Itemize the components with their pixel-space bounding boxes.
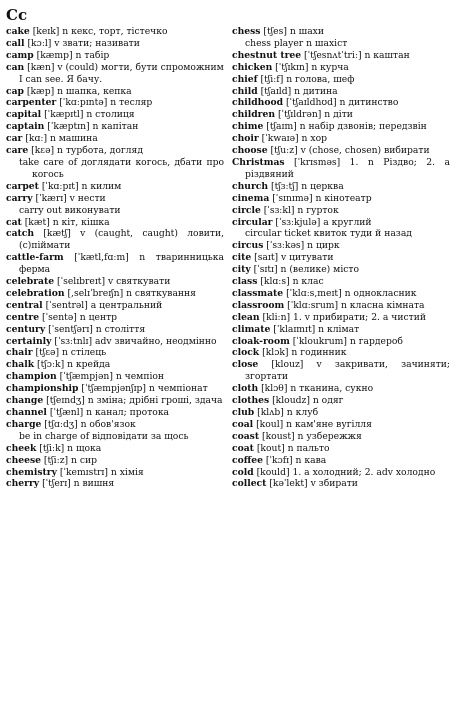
headword: cheese — [6, 454, 41, 466]
definition: [tʃiːk] n щока — [39, 442, 102, 454]
headword: cattle-farm — [6, 252, 64, 264]
headword: championship — [6, 383, 79, 395]
definition: [ˈkrɪsməs] 1. n Різдво; 2. a різдвяний — [245, 156, 450, 180]
headword: cake — [6, 26, 30, 37]
definition: [ˈselɪbreɪt] v святкувати — [57, 276, 171, 288]
dictionary-entry — [232, 359, 450, 383]
dictionary-entry — [232, 86, 450, 98]
headword: chief — [232, 73, 258, 85]
headword: childhood — [232, 97, 284, 109]
headword: clock — [232, 347, 260, 359]
headword: chestnut tree — [232, 49, 302, 61]
definition: [ˈkɑːpɪt] n килим — [41, 180, 122, 192]
dictionary-entry — [6, 86, 224, 98]
headword: central — [6, 299, 43, 311]
dictionary-entry — [232, 347, 450, 359]
headword: can — [6, 61, 25, 73]
dictionary-entry — [232, 336, 450, 348]
definition: [tʃɜːtʃ] n церква — [271, 180, 344, 192]
dictionary-entry — [6, 228, 224, 252]
headword: choir — [232, 133, 259, 145]
headword: captain — [6, 121, 45, 133]
definition: [klɔk] n годинник — [262, 347, 347, 359]
headword: Christmas — [232, 156, 285, 168]
definition: [ˈsɜːtnlɪ] adv звичайно, неодмінно — [54, 335, 217, 347]
dictionary-columns — [6, 26, 450, 490]
definition: [klouz] v закривати, зачиняти; згортати — [245, 359, 450, 383]
dictionary-entry — [6, 26, 224, 38]
headword: cherry — [6, 478, 40, 490]
definition: [klɔθ] n тканина, сукно — [261, 383, 374, 395]
dictionary-entry — [6, 371, 224, 383]
definition: [keɪk] n кекс, торт, тістечко — [32, 26, 168, 37]
definition: [tʃiːz] n сир — [43, 454, 98, 466]
dictionary-entry — [232, 62, 450, 74]
definition: [ˈtʃɪldrən] n діти — [277, 109, 353, 121]
definition: [ˈtʃaɪldhʊd] n дитинство — [285, 97, 399, 109]
definition: [kout] n пальто — [256, 442, 330, 454]
definition: [ˈsɪnɪmə] n кінотеатр — [272, 192, 372, 204]
headword: cap — [6, 85, 24, 97]
headword: century — [6, 323, 46, 335]
definition: [ˈkɔfɪ] n кава — [265, 454, 327, 466]
headword: circle — [232, 204, 261, 216]
headword: celebrate — [6, 276, 55, 288]
definition: [tʃɑːdʒ] n обов'язок — [44, 418, 136, 430]
dictionary-entry — [232, 157, 450, 181]
dictionary-entry — [232, 383, 450, 395]
phrase-entry: carry out виконувати — [19, 204, 121, 216]
headword: choose — [232, 145, 268, 157]
definition: [kəˈlekt] v збирати — [269, 478, 358, 490]
headword: clothes — [232, 395, 270, 407]
headword: centre — [6, 311, 40, 323]
dictionary-entry — [232, 133, 450, 145]
headword: champion — [6, 371, 57, 383]
headword: coat — [232, 442, 254, 454]
definition: [kæt] n кіт, кішка — [24, 216, 110, 228]
dictionary-entry — [6, 109, 224, 121]
definition: [ˈkærɪ] v нести — [35, 192, 106, 204]
headword: coffee — [232, 454, 263, 466]
dictionary-entry — [6, 276, 224, 288]
definition: [ˈsɪtɪ] n (велике) місто — [253, 264, 360, 276]
headword: close — [232, 359, 259, 371]
phrase-entry: circular ticket квиток туди й назад — [245, 228, 412, 240]
headword: carpet — [6, 180, 39, 192]
dictionary-entry — [232, 395, 450, 407]
dictionary-entry — [232, 467, 450, 479]
definition: [kæp] n шапка, кепка — [26, 85, 132, 97]
dictionary-entry — [6, 62, 224, 74]
dictionary-entry — [232, 478, 450, 490]
dictionary-entry — [232, 443, 450, 455]
dictionary-entry — [6, 359, 224, 371]
definition: [ˈsɜːkəs] n цирк — [266, 240, 340, 252]
definition: [koust] n узбережжя — [262, 430, 362, 442]
phrase-entry: be in charge of відповідати за щось — [19, 430, 189, 442]
definition: [tʃɛə] n стілець — [35, 347, 107, 359]
headword: chess — [232, 26, 261, 37]
section-letter: Cc — [6, 6, 28, 24]
definition: [ˈkæpɪtl] n столиця — [44, 109, 135, 121]
definition: [tʃaɪm] n набір дзвонів; передзвін — [266, 121, 427, 133]
definition: [ˈkemɪstrɪ] n хімія — [59, 466, 144, 478]
dictionary-entry — [6, 383, 224, 395]
dictionary-entry — [6, 252, 224, 276]
definition: [ˈkɑːpɪntə] n тесляр — [59, 97, 153, 109]
dictionary-entry — [232, 252, 450, 264]
definition: [tʃɔːk] n крейда — [37, 359, 111, 371]
headword: chalk — [6, 359, 35, 371]
dictionary-entry — [6, 145, 224, 157]
definition: [kæmp] n табір — [36, 49, 110, 61]
definition: [tʃaɪld] n дитина — [260, 85, 338, 97]
headword: cold — [232, 466, 254, 478]
headword: care — [6, 145, 29, 157]
dictionary-entry — [6, 181, 224, 193]
dictionary-entry — [232, 276, 450, 288]
definition: [kɔːl] v звати; називати — [27, 37, 140, 49]
right-column — [232, 26, 450, 490]
dictionary-entry — [232, 74, 450, 86]
dictionary-entry — [6, 288, 224, 300]
headword: children — [232, 109, 276, 121]
definition: [ˈsentrəl] a центральний — [45, 299, 163, 311]
definition: [klʌb] n клуб — [257, 407, 319, 418]
headword: chemistry — [6, 466, 57, 478]
definition: [ˈsɜːkjulə] a круглий — [275, 216, 372, 228]
dictionary-entry — [232, 324, 450, 336]
headword: circular — [232, 216, 273, 228]
definition: [kliːn] 1. v прибирати; 2. a чистий — [262, 311, 426, 323]
headword: catch — [6, 228, 35, 240]
definition: [ˈkætl,fɑːm] n тваринницька ферма — [19, 252, 224, 276]
headword: coal — [232, 418, 254, 430]
definition: [saɪt] v цитувати — [254, 252, 334, 264]
definition: [tʃiːf] n голова, шеф — [260, 73, 355, 85]
definition: [kæn] v (could) могти, бути спроможним — [27, 61, 224, 73]
dictionary-entry — [6, 478, 224, 490]
headword: certainly — [6, 335, 52, 347]
definition: [,selɪˈbreɪʃn] n святкування — [67, 287, 196, 299]
dictionary-entry — [232, 97, 450, 109]
headword: chime — [232, 121, 264, 133]
definition: [tʃeɪndʒ] n зміна; дрібні гроші, здача — [46, 395, 223, 407]
headword: capital — [6, 109, 42, 121]
headword: collect — [232, 478, 267, 490]
dictionary-entry — [232, 50, 450, 62]
headword: carpenter — [6, 97, 57, 109]
definition: [ˈklɑːsrum] n класна кімната — [287, 299, 425, 311]
headword: carry — [6, 192, 33, 204]
headword: circus — [232, 240, 264, 252]
definition: [klɑːs] n клас — [260, 276, 324, 288]
headword: celebration — [6, 287, 65, 299]
dictionary-entry — [6, 336, 224, 348]
headword: class — [232, 276, 258, 288]
dictionary-entry — [6, 193, 224, 205]
dictionary-entry — [6, 407, 224, 419]
dictionary-entry — [6, 38, 224, 50]
left-column — [6, 26, 224, 490]
headword: child — [232, 85, 258, 97]
definition: [ˈtʃænl] n канал; протока — [49, 407, 170, 418]
definition: [kloudz] n одяг — [272, 395, 344, 407]
dictionary-entry — [6, 121, 224, 133]
dictionary-entry — [6, 50, 224, 62]
definition: [ˈsentə] n центр — [41, 311, 118, 323]
headword: classroom — [232, 299, 285, 311]
definition: [ˈklɑːs,meɪt] n однокласник — [286, 287, 417, 299]
dictionary-entry — [6, 419, 224, 431]
dictionary-entry — [232, 26, 450, 38]
dictionary-entry — [232, 145, 450, 157]
dictionary-entry — [232, 121, 450, 133]
dictionary-entry — [6, 324, 224, 336]
dictionary-entry — [232, 109, 450, 121]
definition: [ˈklaɪmɪt] n клімат — [273, 323, 360, 335]
headword: call — [6, 37, 25, 49]
definition: [ˈtʃæmpjən] n чемпіон — [59, 371, 165, 383]
definition: [ˈtʃerɪ] n вишня — [42, 478, 115, 490]
headword: change — [6, 395, 44, 407]
dictionary-entry — [6, 347, 224, 359]
headword: cat — [6, 216, 22, 228]
definition: [ˈsɜːkl] n гурток — [263, 204, 339, 216]
dictionary-entry — [232, 264, 450, 276]
dictionary-entry — [232, 455, 450, 467]
definition: [ˈtʃesnʌtˈtriː] n каштан — [304, 49, 410, 61]
dictionary-entry — [6, 455, 224, 467]
headword: clean — [232, 311, 260, 323]
headword: channel — [6, 407, 47, 418]
headword: cite — [232, 252, 252, 264]
definition: [kætʃ] v (caught, caught) ловити, (с)піймати — [19, 228, 224, 252]
dictionary-entry — [232, 288, 450, 300]
dictionary-entry — [6, 467, 224, 479]
dictionary-entry — [232, 217, 450, 229]
dictionary-entry — [6, 312, 224, 324]
dictionary-entry — [6, 217, 224, 229]
definition: [ˈsentʃərɪ] n століття — [48, 323, 146, 335]
definition: [ˈtʃæmpjənʃɪp] n чемпіонат — [81, 383, 208, 395]
dictionary-entry — [232, 193, 450, 205]
definition: [kould] 1. a холодний; 2. adv холодно — [256, 466, 436, 478]
dictionary-entry — [232, 300, 450, 312]
headword: church — [232, 180, 269, 192]
definition: [ˈtʃɪkɪn] n курча — [275, 61, 349, 73]
dictionary-entry — [232, 312, 450, 324]
definition: [tʃes] n шахи — [263, 26, 324, 37]
headword: cheek — [6, 442, 37, 454]
definition: [tʃuːz] v (chose, chosen) вибирати — [270, 145, 430, 157]
headword: charge — [6, 418, 42, 430]
headword: climate — [232, 323, 271, 335]
headword: car — [6, 133, 23, 145]
definition: [kɛə] n турбота, догляд — [31, 145, 143, 157]
headword: cloth — [232, 383, 259, 395]
dictionary-entry — [6, 300, 224, 312]
definition: [ˈkwaɪə] n хор — [261, 133, 327, 145]
headword: camp — [6, 49, 34, 61]
dictionary-entry — [232, 431, 450, 443]
phrase-entry: chess player n шахіст — [245, 37, 348, 49]
dictionary-entry — [6, 443, 224, 455]
phrase-entry: I can see. Я бачу. — [19, 73, 103, 85]
dictionary-entry — [232, 181, 450, 193]
dictionary-entry — [6, 133, 224, 145]
dictionary-entry — [232, 205, 450, 217]
headword: chair — [6, 347, 33, 359]
definition: [kɑː] n машина — [25, 133, 98, 145]
definition: [koul] n кам'яне вугілля — [256, 418, 372, 430]
headword: coast — [232, 430, 260, 442]
definition: [ˈkæptɪn] n капітан — [47, 121, 139, 133]
dictionary-entry — [232, 419, 450, 431]
dictionary-entry — [6, 395, 224, 407]
headword: cinema — [232, 192, 270, 204]
dictionary-entry — [6, 97, 224, 109]
phrase-entry: take care of доглядати когось, дбати про когось — [19, 156, 224, 180]
headword: city — [232, 264, 251, 276]
headword: cloak-room — [232, 335, 290, 347]
headword: club — [232, 407, 255, 418]
headword: classmate — [232, 287, 284, 299]
definition: [ˈkloukrum] n гардероб — [292, 335, 403, 347]
headword: chicken — [232, 61, 273, 73]
dictionary-entry — [232, 407, 450, 419]
dictionary-entry — [232, 240, 450, 252]
